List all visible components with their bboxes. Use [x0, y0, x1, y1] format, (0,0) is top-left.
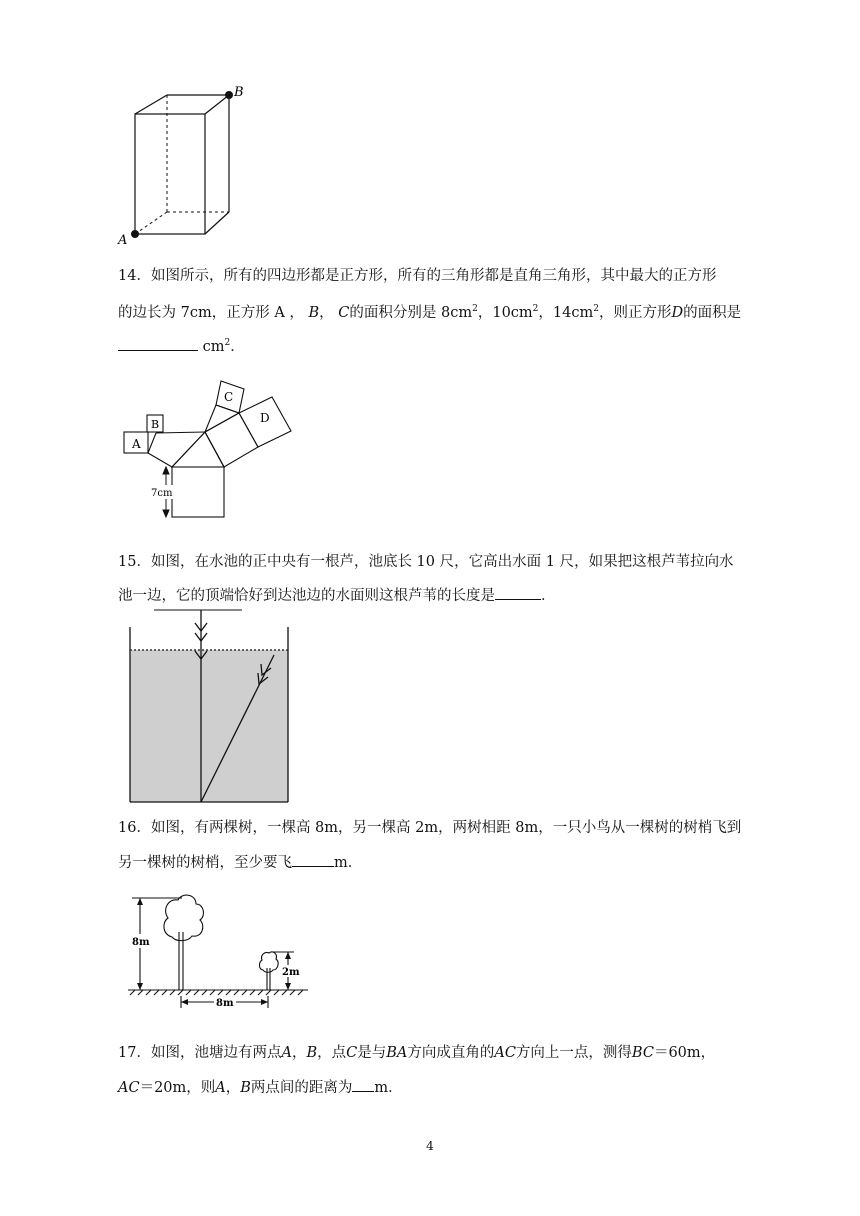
q14-number: 14．	[118, 268, 151, 284]
label-square-d: D	[260, 411, 270, 425]
q15-line1: 15．如图，在水池的正中央有一根芦，池底长 10 尺，它高出水面 1 尺，如果把这根芦苇拉向水	[118, 554, 734, 570]
label-square-b: B	[151, 418, 160, 431]
label-dist: 8m	[216, 998, 234, 1009]
q17-number: 17．	[118, 1045, 151, 1061]
label-h1: 8m	[132, 937, 150, 948]
q16-line2: 另一棵树的树梢，至少要飞 m．	[118, 852, 362, 873]
box-figure	[110, 84, 250, 249]
answer-blank[interactable]	[118, 336, 198, 351]
q14-line1: 14．如图所示，所有的四边形都是正方形，所有的三角形都是直角三角形，其中最大的正方形	[118, 268, 717, 284]
pond-figure	[122, 603, 294, 808]
answer-blank[interactable]	[495, 585, 541, 600]
label-square-c: C	[224, 390, 234, 404]
q14-line3: $cm^2$．	[118, 333, 245, 357]
q16-line1: 16．如图，有两棵树，一棵高 8m，另一棵高 2m，两树相距 8m，一只小鸟从一棵树的树梢飞到	[118, 820, 742, 836]
q17-line1: 17．如图，池塘边有两点A，B，点C是与BA方向成直角的AC方向上一点，测得BC＝60m，	[118, 1045, 716, 1061]
trees-figure	[122, 890, 312, 1010]
answer-blank[interactable]	[352, 1077, 374, 1092]
label-side: 7cm	[151, 488, 173, 499]
answer-blank[interactable]	[292, 852, 334, 867]
q16-number: 16．	[118, 820, 151, 836]
page-number: 4	[426, 1139, 434, 1153]
q15-number: 15．	[118, 554, 151, 570]
q15-line2: 池一边，它的顶端恰好到达池边的水面则这根芦苇的长度是 ．	[118, 585, 556, 606]
label-a: A	[118, 233, 128, 248]
label-square-a: A	[132, 437, 141, 451]
label-b: B	[234, 85, 244, 100]
q17-line2: AC＝20m，则A，B两点间的距离为 m．	[118, 1077, 403, 1098]
squares-figure	[120, 375, 305, 523]
label-h2: 2m	[282, 967, 300, 978]
q14-line2: 的边长为 7cm，正方形 A ， B， C的面积分别是 $8cm^2$，$10cm^2$，$14cm^2$，则正方形D的面积是	[118, 304, 742, 321]
